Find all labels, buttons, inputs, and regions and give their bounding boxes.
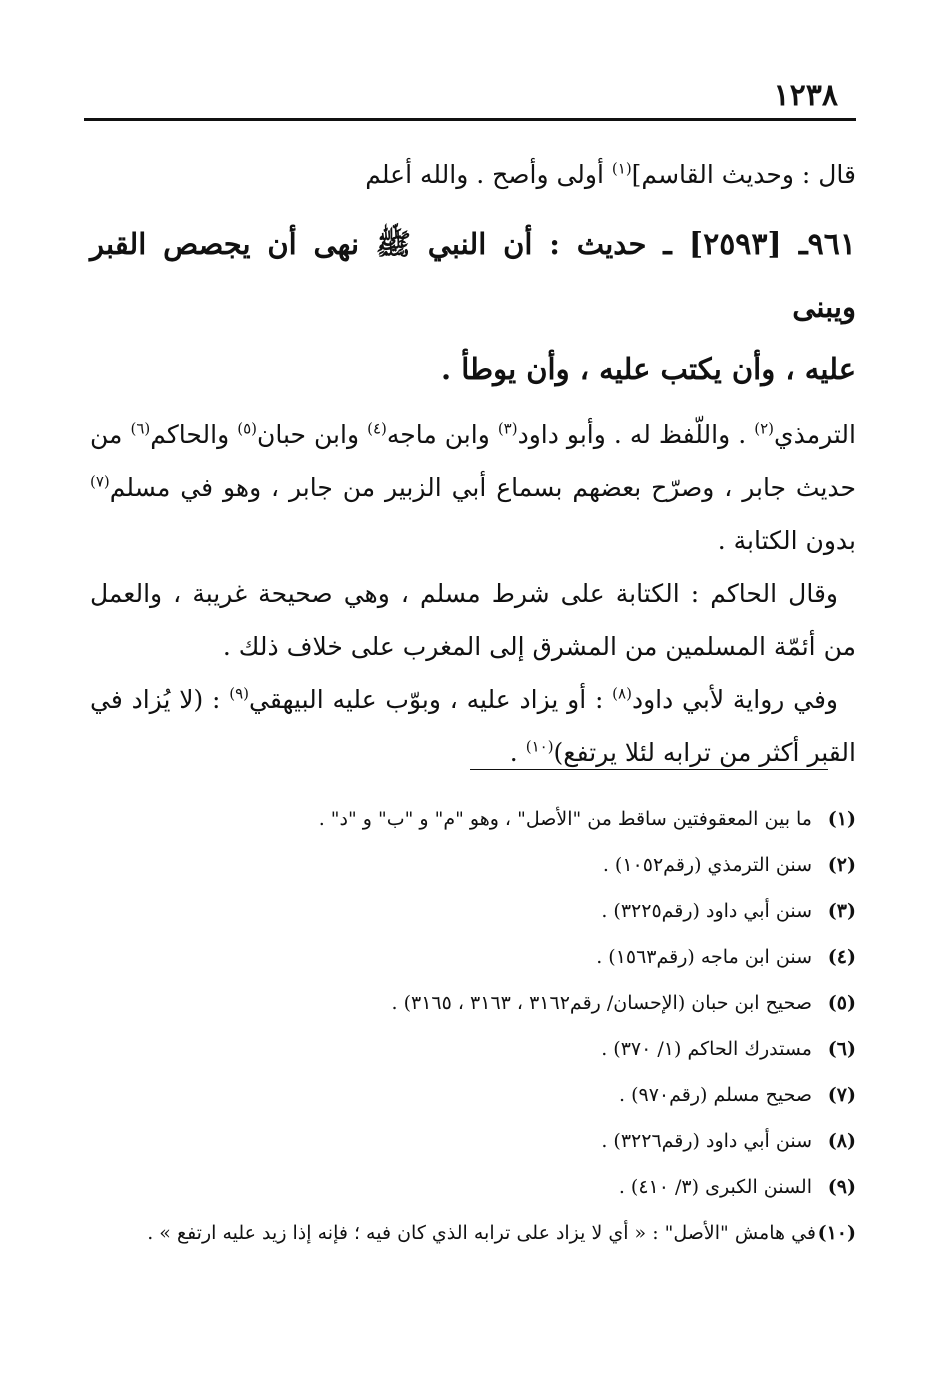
footnote-text: مستدرك الحاكم (١/ ٣٧٠) . — [601, 1038, 812, 1060]
hadith-text-line2: عليه ، وأن يكتب عليه ، وأن يوطأ . — [441, 352, 856, 386]
footnote-text: سنن أبي داود (رقم٣٢٢٦) . — [601, 1130, 812, 1152]
footnote-text: صحيح مسلم (رقم٩٧٠) . — [619, 1084, 812, 1106]
footnote-text: في هامش "الأصل" : « أي لا يزاد على ترابه الذي كان فيه ؛ فإنه إذا زيد عليه ارتفع » . — [147, 1222, 816, 1244]
paragraph-qasim — [90, 148, 856, 201]
paragraph-text: من حديث جابر ، وصرّح بعضهم بسماع أبي الزبير من جابر ، وهو في مسلم — [90, 420, 856, 502]
footnote-ref-7[interactable]: (٧) — [90, 472, 110, 491]
footnote-ref-8[interactable]: (٨) — [612, 684, 632, 703]
paragraph-text: : أو يزاد عليه ، وبوّب عليه البيهقي — [249, 685, 613, 714]
footnote-number: (٥) — [827, 992, 856, 1014]
footnote-text: صحيح ابن حبان (الإحسان/ رقم٣١٦٢ ، ٣١٦٣ ، ٣١٦٥) . — [391, 992, 812, 1014]
paragraph-text: وفي رواية لأبي داود — [631, 685, 838, 714]
hadith-number: ٩٦١ـ [٢٥٩٣] — [671, 227, 856, 262]
footnote-number: (٩) — [827, 1176, 856, 1198]
footnote-item — [66, 1164, 856, 1210]
footnote-number: (٤) — [827, 946, 856, 968]
page-number: ١٢٣٨ — [773, 78, 838, 113]
footnote-ref-3[interactable]: (٣) — [497, 419, 518, 438]
footnote-text: سنن أبي داود (رقم٣٢٢٥) . — [601, 900, 812, 922]
footnote-number: (٣) — [827, 900, 856, 922]
paragraph-text: والحاكم — [150, 420, 238, 449]
header-rule — [84, 118, 856, 121]
footnote-text: سنن الترمذي (رقم١٠٥٢) . — [602, 854, 812, 876]
footnote-ref-4[interactable]: (٤) — [367, 419, 387, 438]
footnote-item — [66, 1118, 856, 1164]
hadith-label: ـ حديث : — [532, 227, 672, 261]
footnote-item — [66, 888, 856, 934]
paragraph-text: أولى وأصح . والله أعلم — [365, 160, 612, 189]
footnote-number: (٨) — [827, 1130, 856, 1152]
footnote-item — [66, 842, 856, 888]
paragraph-abu-dawud — [90, 673, 856, 779]
paragraph-text: . واللّفظ له . وأبو داود — [517, 420, 755, 449]
paragraph-hakim: وقال الحاكم : الكتابة على شرط مسلم ، وهي صحيحة غريبة ، والعمل من أئمّة المسلمين من المشرق إلى المغرب على خلاف ذلك . — [90, 579, 856, 661]
footnote-ref-5[interactable]: (٥) — [237, 419, 258, 438]
footnote-number: (١) — [827, 808, 856, 830]
footnote-item — [66, 1210, 856, 1256]
footnote-ref-2[interactable]: (٢) — [754, 419, 774, 438]
footnote-item — [66, 980, 856, 1026]
footnote-number: (١٠) — [817, 1222, 856, 1244]
footnote-number: (٧) — [827, 1084, 856, 1106]
footnote-ref-9[interactable]: (٩) — [229, 684, 250, 703]
footnote-rule — [470, 769, 828, 770]
footnote-text: السنن الكبرى (٣/ ٤١٠) . — [618, 1176, 812, 1198]
footnote-item — [66, 934, 856, 980]
footnote-item — [66, 796, 856, 842]
footnote-ref-10[interactable]: (١٠) — [525, 737, 554, 756]
paragraph-text: قال : وحديث القاسم] — [631, 160, 856, 189]
paragraph-text: بدون الكتابة . — [717, 526, 856, 555]
footnote-item — [66, 1072, 856, 1118]
footnote-item — [66, 1026, 856, 1072]
paragraph-text: وابن ماجه — [386, 420, 498, 449]
hadith-text-line1: أن النبي ﷺ نهى أن يجصص القبر ويبنى — [90, 227, 856, 324]
main-text — [90, 148, 856, 779]
footnote-text: سنن ابن ماجه (رقم١٥٦٣) . — [596, 946, 812, 968]
paragraph-takhrij — [90, 408, 856, 567]
paragraph-text: الترمذي — [774, 420, 856, 449]
footnote-ref-1[interactable]: (١) — [611, 159, 632, 178]
footnotes — [66, 796, 856, 1256]
footnote-ref-6[interactable]: (٦) — [130, 419, 151, 438]
footnote-text: ما بين المعقوفتين ساقط من "الأصل" ، وهو "م" و "ب" و "د" . — [318, 808, 812, 830]
paragraph-text: وابن حبان — [257, 420, 368, 449]
hadith-heading — [90, 213, 856, 400]
paragraph-text: : (لا يُزاد في القبر أكثر من ترابه لئلا يرتفع) — [90, 685, 856, 767]
footnote-number: (٢) — [827, 854, 856, 876]
footnote-number: (٦) — [827, 1038, 856, 1060]
paragraph-text: . — [509, 738, 526, 767]
